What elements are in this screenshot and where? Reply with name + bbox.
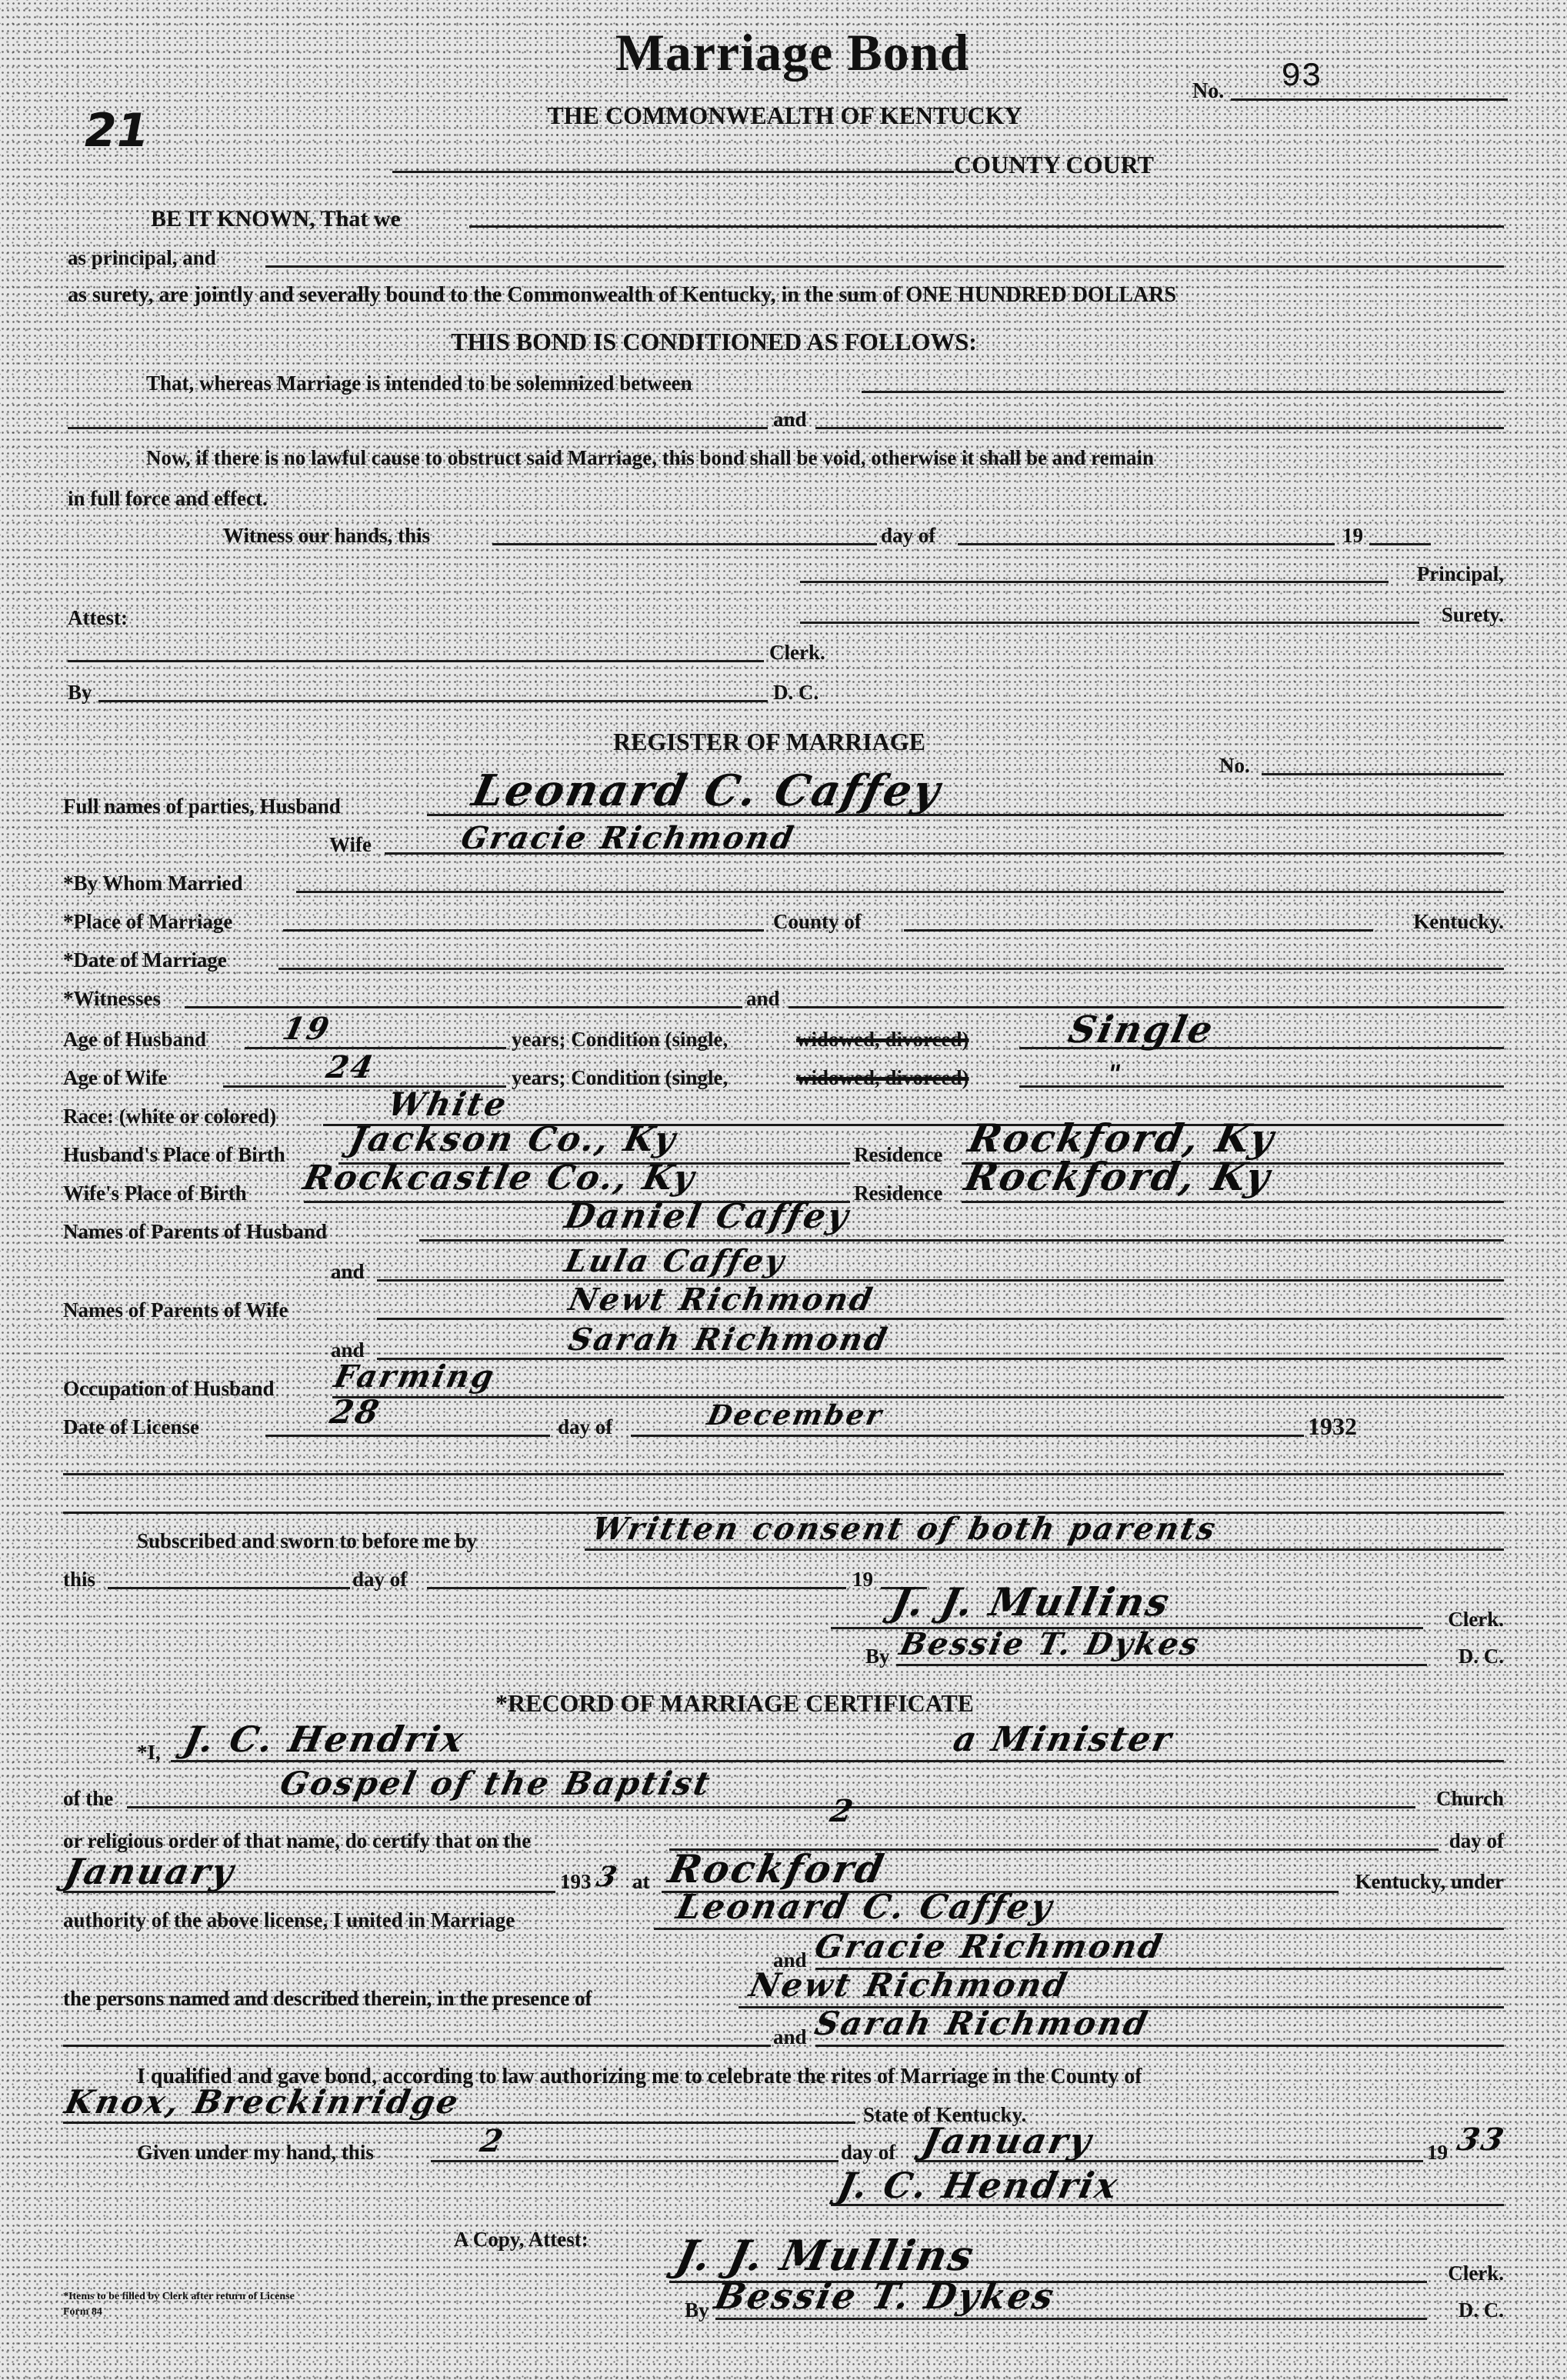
cert-place-value: Rockford (664, 1846, 890, 1892)
attest-dc-label: D. C. (1458, 2298, 1504, 2322)
license-month-value: December (704, 1399, 887, 1432)
license-day-value: 28 (326, 1393, 385, 1431)
cert-at-label: at (632, 1870, 650, 1893)
party-two-line-left (68, 427, 768, 429)
county-cert-line (63, 2122, 855, 2124)
husband-father-value: Daniel Caffey (561, 1197, 854, 1236)
wife-father-value: Newt Richmond (565, 1282, 878, 1318)
husband-residence-value: Rockford, Ky (964, 1115, 1280, 1161)
register-deputy-signature: Bessie T. Dykes (896, 1626, 1205, 1662)
religious-order-text: or religious order of that name, do certify that on the (63, 1829, 532, 1852)
minister-title: a Minister (949, 1720, 1177, 1759)
church-label: Church (1435, 1787, 1504, 1810)
witness-hands-text: Witness our hands, this (223, 524, 431, 547)
witness-month-line (958, 543, 1335, 545)
of-the-label: of the (63, 1787, 114, 1810)
cert-day-of-label: day of (1449, 1829, 1504, 1852)
register-no-line (1262, 773, 1504, 775)
subscribed-by-line (585, 1548, 1504, 1551)
clerk-line (68, 660, 764, 662)
minister-signature: J. C. Hendrix (834, 2165, 1124, 2206)
groom-name: Leonard C. Caffey (672, 1888, 1058, 1927)
bond-number-line (1231, 98, 1508, 101)
age-husband-label: Age of Husband (63, 1028, 207, 1051)
attest-deputy-signature: Bessie T. Dykes (711, 2275, 1060, 2317)
minister-name: J. C. Hendrix (180, 1718, 470, 1760)
parties-line (469, 225, 1504, 228)
bond-number-label: No. (1192, 79, 1225, 103)
husband-birth-label: Husband's Place of Birth (63, 1143, 285, 1166)
register-clerk-signature: J. J. Mullins (887, 1579, 1175, 1625)
as-principal-text: as principal, and (68, 246, 216, 269)
given-day-value: 2 (477, 2123, 508, 2159)
wife-label: Wife (329, 833, 372, 856)
age-husband-value: 19 (279, 1011, 335, 1047)
age-wife-label: Age of Wife (63, 1066, 168, 1089)
commonwealth-heading: THE COMMONWEALTH OF KENTUCKY (547, 102, 1022, 129)
copy-attest-label: A Copy, Attest: (454, 2228, 588, 2251)
witness-two-and-label: and (773, 2025, 807, 2048)
principal-signature-line (800, 581, 1389, 583)
witnesses-label: *Witnesses (63, 987, 162, 1010)
place-label: *Place of Marriage (63, 910, 233, 933)
register-clerk-label: Clerk. (1448, 1608, 1504, 1631)
now-if-text: Now, if there is no lawful cause to obstruct said Marriage, this bond shall be void, otherwise it shall be and remain (146, 446, 1155, 469)
cert-witness-one: Newt Richmond (745, 1966, 1072, 2004)
clerk-label: Clerk. (769, 641, 825, 664)
county-line (904, 929, 1373, 932)
cert-year-suffix: 3 (593, 1861, 622, 1893)
certificate-i-label: *I, (137, 1741, 161, 1764)
given-year-prefix: 19 (1427, 2141, 1448, 2164)
husband-father-line (419, 1239, 1504, 1242)
county-court-line (392, 171, 954, 173)
witness-year-line (1369, 543, 1431, 545)
state-of-kentucky-label: State of Kentucky. (863, 2103, 1027, 2126)
handwritten-corner-number: 21 (85, 104, 149, 158)
condition-husband-value: Single (1065, 1008, 1219, 1052)
and-label: and (773, 408, 807, 431)
subscribed-this-label: this (63, 1568, 96, 1591)
subscribed-text: Subscribed and sworn to before me by (137, 1529, 478, 1552)
years-condition-husband: years; Condition (single, (512, 1028, 728, 1051)
subscribed-by-value: Written consent of both parents (588, 1511, 1221, 1547)
wife-residence-line (962, 1201, 1504, 1203)
register-by-label: By (865, 1645, 890, 1668)
husband-residence-label: Residence (854, 1143, 943, 1166)
given-year-value: 33 (1454, 2122, 1509, 2158)
principal-line (265, 265, 1504, 268)
occupation-value: Farming (331, 1358, 499, 1395)
witness-two-line (815, 2045, 1504, 2047)
minister-line (171, 1760, 1504, 1762)
license-month-line (631, 1435, 1304, 1437)
struck-conditions-husband: widowed, divorced) (796, 1028, 969, 1051)
bond-conditioned-heading: THIS BOND IS CONDITIONED AS FOLLOWS: (451, 328, 977, 355)
subscribed-day-line (108, 1587, 350, 1589)
day-of-label: day of (881, 524, 936, 547)
principal-label: Principal, (1416, 562, 1504, 585)
parents-wife-and: and (331, 1338, 365, 1362)
given-day-line (431, 2160, 839, 2162)
by-whom-line (296, 891, 1504, 893)
license-date-label: Date of License (63, 1415, 199, 1438)
register-dc-label: D. C. (1458, 1645, 1504, 1668)
document-title: Marriage Bond (615, 23, 970, 82)
husband-name: Leonard C. Caffey (467, 765, 947, 816)
kentucky-label: Kentucky. (1413, 910, 1504, 933)
given-month-value: January (919, 2120, 1097, 2162)
attest-label: Attest: (68, 606, 128, 629)
subscribed-day-of-label: day of (352, 1568, 408, 1591)
by-whom-label: *By Whom Married (63, 872, 243, 895)
cert-county-value: Knox, Breckinridge (61, 2083, 464, 2121)
license-day-of-label: day of (558, 1415, 613, 1438)
years-condition-wife: years; Condition (single, (512, 1066, 728, 1089)
wife-mother-line (377, 1358, 1504, 1360)
whereas-text: That, whereas Marriage is intended to be solemnized between (146, 372, 692, 395)
bride-name: Gracie Richmond (811, 1928, 1168, 1965)
church-line (127, 1806, 1415, 1808)
wife-father-line (377, 1318, 1504, 1320)
county-of-label: County of (773, 910, 862, 933)
qualified-text: I qualified and gave bond, according to law authorizing me to celebrate the rites of Marriage in the County of (137, 2065, 1142, 2088)
date-line (278, 968, 1504, 970)
as-surety-text: as surety, are jointly and severally bound to the Commonwealth of Kentucky, in the sum of ONE HUNDRED DOLLARS (68, 283, 1177, 307)
age-wife-value: 24 (323, 1049, 378, 1085)
persons-named-text: the persons named and described therein, in the presence of (63, 1987, 592, 2010)
dc-label: D. C. (773, 681, 819, 704)
party-two-line-right (815, 427, 1504, 429)
license-year-value: 1932 (1308, 1412, 1357, 1440)
be-it-known-text: BE IT KNOWN, That we (151, 206, 401, 232)
wife-residence-label: Residence (854, 1182, 943, 1205)
footnote-text: *Items to be filled by Clerk after return of License (63, 2291, 295, 2302)
church-name: Gospel of the Baptist (276, 1765, 715, 1802)
attest-clerk-label: Clerk. (1448, 2262, 1504, 2285)
witness-one-line (185, 1006, 742, 1008)
register-heading: REGISTER OF MARRIAGE (613, 728, 925, 755)
parents-husband-and: and (331, 1260, 365, 1283)
nineteen-label: 19 (1342, 524, 1363, 547)
husband-mother-line (377, 1279, 1504, 1282)
full-names-label: Full names of parties, Husband (63, 795, 341, 818)
full-force-text: in full force and effect. (68, 487, 268, 510)
kentucky-under-label: Kentucky, under (1355, 1870, 1504, 1893)
date-label: *Date of Marriage (63, 948, 227, 972)
attest-clerk-signature: J. J. Mullins (672, 2231, 980, 2280)
wife-birth-value: Rockcastle Co., Ky (299, 1158, 700, 1198)
husband-birth-value: Jackson Co., Ky (345, 1120, 681, 1159)
parents-wife-label: Names of Parents of Wife (63, 1298, 288, 1322)
condition-wife-line (1019, 1085, 1504, 1088)
certificate-heading: *RECORD OF MARRIAGE CERTIFICATE (495, 1689, 975, 1717)
parents-husband-label: Names of Parents of Husband (63, 1220, 328, 1243)
cert-year-prefix: 193 (560, 1870, 592, 1893)
witnesses-and-label: and (746, 987, 780, 1010)
surety-signature-line (800, 622, 1419, 624)
deputy-line (98, 700, 768, 702)
witness-two-left-line (63, 2045, 771, 2047)
cert-month-value: January (61, 1851, 239, 1892)
struck-conditions-wife: widowed, divorced) (796, 1066, 969, 1089)
occupation-line (332, 1396, 1504, 1398)
husband-mother-value: Lula Caffey (562, 1243, 790, 1279)
wife-birth-label: Wife's Place of Birth (63, 1182, 247, 1205)
license-day-line (265, 1435, 550, 1437)
occupation-label: Occupation of Husband (63, 1377, 275, 1400)
subscribed-month-line (427, 1587, 846, 1589)
wife-residence-value: Rockford, Ky (960, 1154, 1276, 1199)
bride-and-label: and (773, 1948, 807, 1972)
condition-wife-value: " (1104, 1059, 1126, 1088)
attest-deputy-line (715, 2318, 1427, 2320)
witness-day-line (492, 543, 877, 545)
blank-line-1 (63, 1473, 1504, 1475)
register-no-label: No. (1219, 754, 1250, 777)
place-line (283, 929, 764, 932)
authority-text: authority of the above license, I united in Marriage (63, 1908, 515, 1932)
surety-label: Surety. (1441, 603, 1504, 626)
party-one-line (862, 391, 1504, 393)
county-court-label: COUNTY COURT (954, 151, 1154, 178)
cert-day-value: 2 (827, 1793, 859, 1829)
given-day-of-label: day of (841, 2141, 896, 2164)
by-label: By (68, 681, 92, 704)
attest-by-label: By (685, 2298, 709, 2322)
wife-mother-value: Sarah Richmond (565, 1322, 892, 1358)
bond-number-value: 93 (1281, 58, 1322, 96)
cert-witness-two: Sarah Richmond (811, 2005, 1153, 2042)
race-value: White (384, 1085, 512, 1123)
race-label: Race: (white or colored) (63, 1105, 277, 1128)
footnote-form: Form 84 (63, 2306, 102, 2318)
wife-name: Gracie Richmond (458, 820, 799, 856)
given-under-text: Given under my hand, this (137, 2141, 374, 2164)
register-deputy-line (896, 1664, 1427, 1666)
subscribed-nineteen-label: 19 (852, 1568, 873, 1591)
